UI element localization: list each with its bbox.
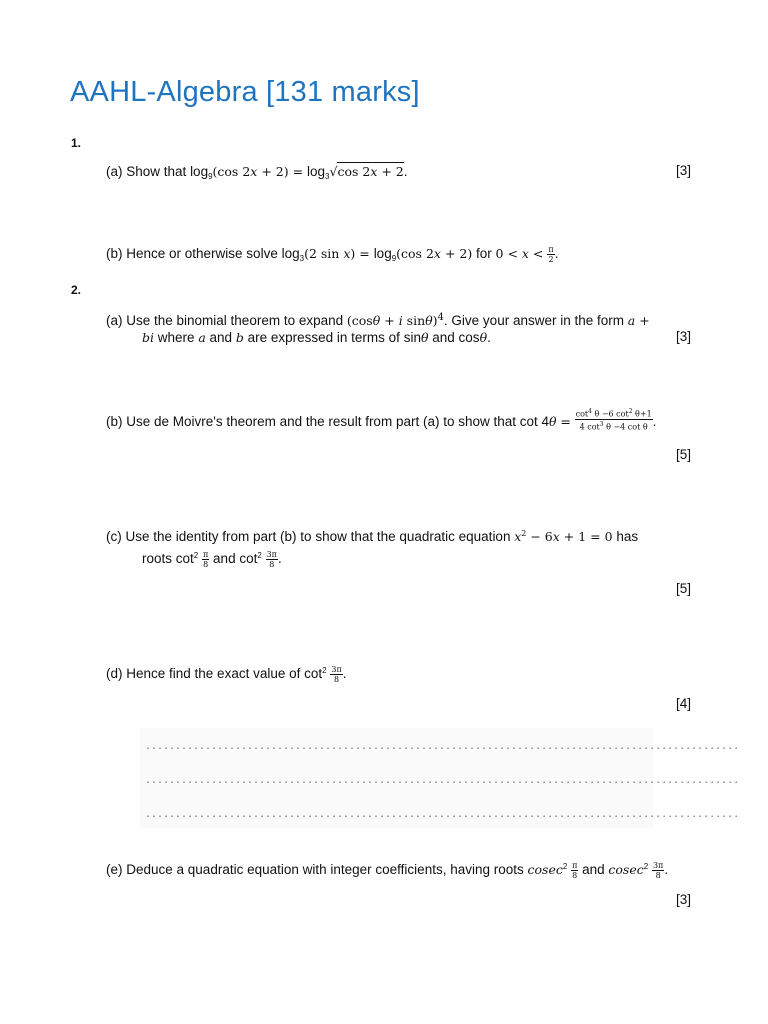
question-1a <box>106 163 408 186</box>
question-number-2: 2. <box>71 283 82 297</box>
page-title: AAHL-Algebra [131 marks] <box>70 76 420 108</box>
question-2c-roots: roots <box>142 551 173 566</box>
question-2a-and: and <box>209 330 233 345</box>
question-2a-line1: (a) Use the binomial theorem to expand (cosθ + i sinθ)$^4$. Give your answer in the form a + <box>106 312 650 328</box>
question-2a-math: (cosθ + i sinθ)$^4$ <box>346 312 444 328</box>
question-2e-label: (e) Deduce a quadratic equation with integer coefficients, having roots <box>106 862 524 877</box>
question-2a-where: where <box>157 330 195 345</box>
question-2c-root2: $\cot^2$ $\frac{3\pi}{8}$ . <box>239 549 282 569</box>
question-2d-label: (d) Hence find the exact value of <box>106 666 301 681</box>
question-2d-math: $\cot^2$ $\frac{3\pi}{8}$ . <box>304 664 347 684</box>
question-2e-root2: cosec$^2$ $\frac{3\pi}{8}$ . <box>608 860 669 880</box>
question-2a-form: a <box>627 313 636 328</box>
question-2c-root1: $\cot^2$ $\frac{\pi}{8}$ <box>175 549 209 569</box>
question-1b-label: (b) Hence or otherwise solve <box>106 246 278 261</box>
marks-2d: [4] <box>675 696 691 711</box>
question-2b <box>106 408 657 432</box>
question-2b-math: cot 4θ = $\frac{\cot^4 \theta -6 \cot^2 \theta+1}{4 \cot^3 \theta -4 \cot \theta}$ . <box>519 408 657 432</box>
marks-2e: [3] <box>675 892 691 907</box>
question-2c-text2: has <box>616 529 639 544</box>
question-2d <box>106 662 346 684</box>
question-2a-bi: bi <box>142 330 154 345</box>
marks-1a: [3] <box>675 163 691 178</box>
question-2a-line2 <box>142 329 491 347</box>
var-b: b <box>235 330 244 345</box>
question-2a-text2: . Give your answer in the form <box>443 313 624 328</box>
question-1b-math: $\log_3(2$ $\sin x) = \log_9(\cos$ 2x + 2) <box>281 246 473 263</box>
answer-area[interactable] <box>140 728 740 828</box>
question-1b-range: 0 < x < $\frac{\pi}{2}$ . <box>495 245 559 264</box>
question-2a-label: (a) Use the binomial theorem to expand <box>106 313 344 328</box>
question-2a-post: are expressed in terms of <box>247 330 400 345</box>
question-2e-root1: cosec$^2$ $\frac{\pi}{8}$ <box>527 860 578 880</box>
marks-2b: [5] <box>675 447 691 462</box>
question-2c-and: and <box>213 551 236 566</box>
question-1a-math: $\log_9(\cos$ $2x + 2) = \log_3√\cos$ 2x + 2. <box>190 164 408 181</box>
question-2e-and: and <box>582 862 605 877</box>
answer-line-2: ................................................................................................... <box>145 776 740 787</box>
var-a: a <box>198 330 206 345</box>
question-1a-label: (a) Show that <box>106 164 187 179</box>
question-2a-terms: sinθ and cosθ. <box>403 330 491 345</box>
question-1b <box>106 245 559 268</box>
answer-line-1: ................................................................................................... <box>145 742 740 753</box>
question-number-1: 1. <box>71 136 82 150</box>
marks-2c: [5] <box>675 581 691 596</box>
marks-2a: [3] <box>675 329 691 344</box>
question-2c-line1 <box>106 525 638 546</box>
question-2c-equation: $x^2 - 6x + 1 = 0$ <box>514 529 613 544</box>
question-2e <box>106 858 668 880</box>
question-2b-label: (b) Use de Moivre's theorem and the result from part (a) to show that <box>106 414 516 429</box>
question-1b-connector: for <box>475 246 492 261</box>
question-2c-line2 <box>142 547 282 569</box>
answer-line-3: ................................................................................................... <box>145 810 740 821</box>
question-2c-label: (c) Use the identity from part (b) to show that the quadratic equation <box>106 529 511 544</box>
